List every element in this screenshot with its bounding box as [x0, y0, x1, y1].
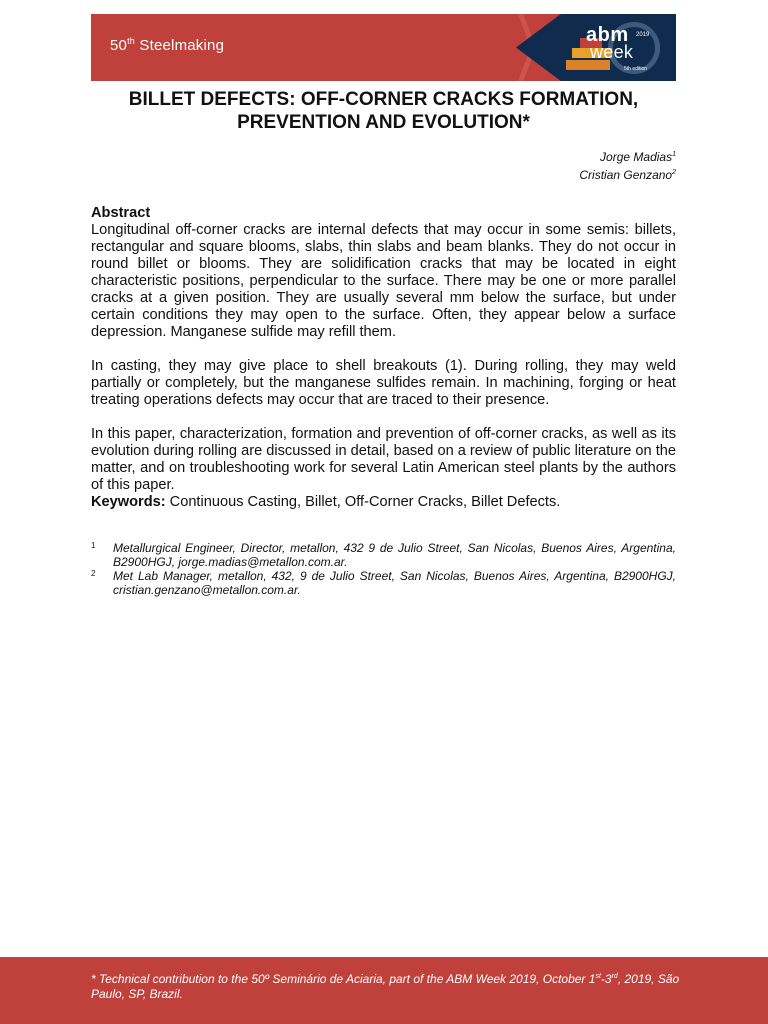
logo-abm-text: abm — [586, 24, 629, 46]
footer-superscript: st — [595, 973, 601, 980]
footnote-text: Met Lab Manager, metallon, 432, 9 de Julio Street, San Nicolas, Buenos Aires, Argentina, B2900HGJ, cristian.genzano@metallon.com.ar. — [113, 569, 676, 597]
abm-week-logo — [566, 20, 662, 76]
authors-block — [579, 147, 676, 183]
title-line: PREVENTION AND EVOLUTION* — [237, 112, 530, 133]
footer-text-part: * Technical contribution to the 50º Seminário de Aciaria, part of the ABM Week 2019, October 1 — [91, 972, 596, 986]
footer-note — [91, 969, 691, 1002]
title-line: BILLET DEFECTS: OFF-CORNER CRACKS FORMATION, — [128, 89, 639, 110]
footnote-mark: 1 — [91, 541, 96, 550]
footer-superscript: rd — [611, 973, 618, 980]
logo-week-text: week — [590, 42, 634, 62]
footer-text-part: , 2019, São Paulo, SP, Brazil. — [91, 972, 680, 1001]
event-number: 50 — [110, 37, 128, 54]
footer-text-part: -3 — [600, 972, 612, 986]
author-name: Jorge Madias — [600, 150, 673, 164]
abstract-paragraph: In this paper, characterization, formation and prevention of off-corner cracks, as well as its evolution during rolling are discussed in detail, based on a review of public literature on the matter, and on troubleshooting work for several Latin American steel plants by the authors of this paper. — [91, 426, 676, 493]
footer-banner — [0, 957, 768, 1024]
keywords-line — [91, 494, 676, 511]
footnote — [91, 569, 676, 597]
paper-title — [91, 88, 676, 134]
author — [579, 165, 676, 183]
footnote-mark: 2 — [91, 569, 96, 578]
header-banner — [91, 14, 676, 81]
event-number-superscript: th — [127, 36, 135, 46]
abstract-heading: Abstract — [91, 205, 151, 221]
abstract-paragraph: In casting, they may give place to shell breakouts (1). During rolling, they may weld partially or completely, but the manganese sulfides remain. In machining, forging or heat treating operations defects may occur that are traced to their presence. — [91, 358, 676, 408]
logo-edition-text: 5th edition — [624, 66, 648, 72]
author-footnote-mark: 1 — [672, 151, 676, 158]
author-footnote-mark: 2 — [672, 169, 676, 176]
footnote-text: Metallurgical Engineer, Director, metallon, 432 9 de Julio Street, San Nicolas, Buenos Aires, Argentina, B2900HGJ, jorge.madias@metallon.com.ar. — [113, 541, 676, 569]
footnote — [91, 541, 676, 569]
abstract-paragraph: Longitudinal off-corner cracks are internal defects that may occur in some semis: billets, rectangular and square blooms, slabs, thin slabs and beam blanks. They do not occur in round billet or blooms. They are solidification cracks that may be located in eight characteristic positions, perpendicular to the surface. There may be one or more parallel cracks at a given position. They are usually several mm below the surface, but under certain conditions they may open to the surface. Often, they appear below a surface depression. Manganese sulfide may refill them. — [91, 222, 676, 340]
keywords-text: Continuous Casting, Billet, Off-Corner Cracks, Billet Defects. — [165, 494, 561, 510]
event-name: Steelmaking — [139, 37, 225, 54]
abstract-section — [91, 205, 676, 511]
keywords-label: Keywords: — [91, 494, 166, 510]
event-title — [110, 36, 224, 54]
author-name: Cristian Genzano — [579, 168, 673, 182]
footnotes — [91, 541, 676, 597]
logo-year-text: 2019 — [636, 32, 650, 38]
author — [579, 147, 676, 165]
